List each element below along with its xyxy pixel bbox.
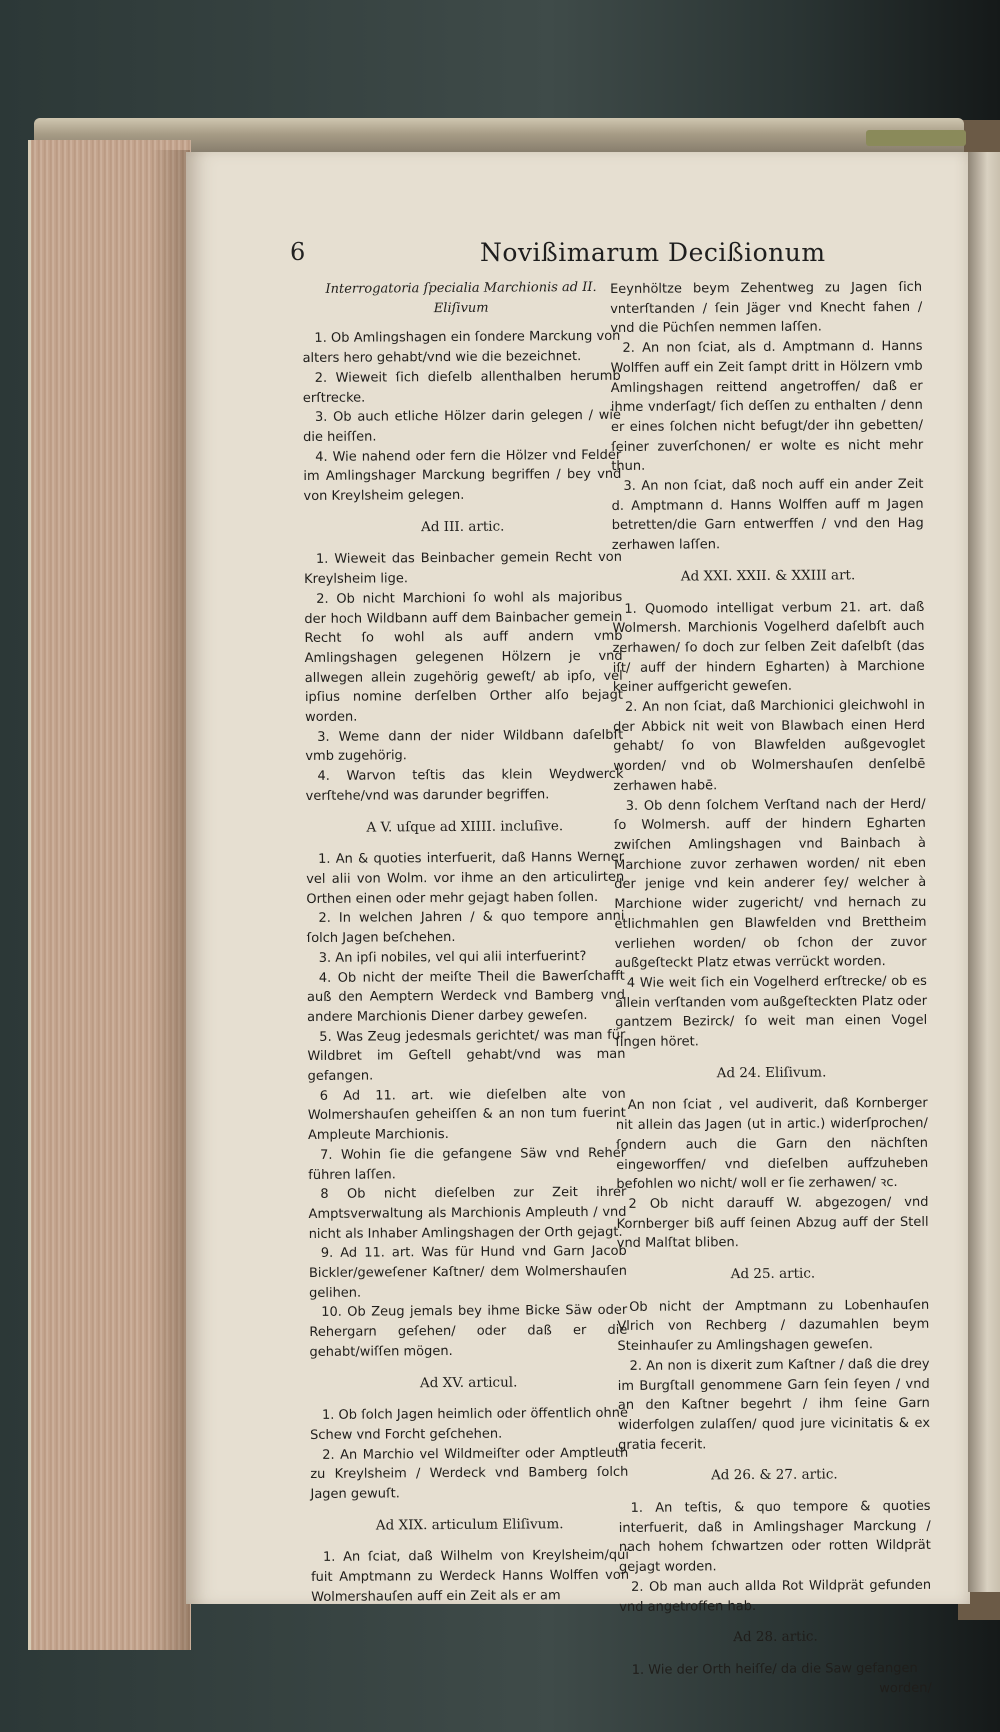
paragraph: 1. Ob Amlingshagen ein ſondere Marckung von alters hero gehabt/vnd wie die bezeichnet. <box>302 329 621 367</box>
paragraph: An non ſciat , vel audiverit, daß Kornberger nit allein das Jagen (ut in artic.) widerſprochen/ ſondern auch die Garn den nächſten eingeworffen/ vnd dieſelben auffzuheben befohlen wo nicht/ woll er ſie zerhawen/ ꝛc. <box>615 1096 929 1193</box>
right-column <box>610 278 932 1701</box>
paragraph: 3. Ob denn ſolchem Verſtand nach der Herd/ ſo Wolmersh. auff der hindern Egharten zwiſchen Amlingshagen vnd Bainbach à Marchione zuvor zerhawen worden/ nit eben der jenige vnd kein anderer ſey/ welcher à Marchione wider zugericht/ vnd hernach zu etlichmahlen gen Blawfelden vnd Brettheim verliehen worden/ ob ſchon der zuvor außgeſteckt Platz etwas verrückt worden. <box>613 796 927 972</box>
paragraph: 5. Was Zeug jedesmals gerichtet/ was man für Wildbret im Geſtell gehabt/vnd was man gefangen. <box>307 1027 626 1084</box>
paragraph: 2. In welchen Jahren / & quo tempore anni ſolch Jagen beſchehen. <box>306 909 625 947</box>
paragraph: 2 Ob nicht darauff W. abgezogen/ vnd Kornberger biß auff ſeinen Abzug auff der Stell vnd Malſtat bliben. <box>616 1194 929 1252</box>
section-heading: A V. uſque ad XIIII. incluſive. <box>366 817 564 836</box>
paragraph: 2. Ob man auch allda Rot Wildprät gefunden vnd angetroffen hab. <box>619 1577 932 1615</box>
section-heading: Ad 24. Eliſivum. <box>716 1064 827 1081</box>
paragraph: 9. Ad 11. art. Was für Hund vnd Garn Jacob Bickler/geweſener Kaſtner/ dem Wolmershauſen gelihen. <box>308 1244 627 1301</box>
section-heading: Ad XXI. XXII. & XXIII art. <box>680 567 856 585</box>
bookmark-ribbon <box>866 130 966 146</box>
paragraph: 1. An & quoties interfuerit, daß Hanns Werner vel alii von Wolm. vor ihme an den articulirten Orthen einen oder mehr gejagt haben ſollen. <box>306 850 625 907</box>
paragraph: 2. An non ſciat, daß Marchionici gleichwohl in der Abbick nit weit von Blawbach einen Herd gehabt/ ſo von Blawfelden außgevoglet worden/ vnd ob Wolmershauſen denſelbē zerhawen habē. <box>613 697 926 794</box>
left-column <box>302 278 629 1608</box>
section-heading: Ad 26. & 27. artic. <box>710 1466 838 1484</box>
paragraph: 8 Ob nicht dieſelben zur Zeit ihrer Amptsverwaltung als Marchionis Ampleuth / vnd nicht als Inhaber Amlingshagen der Orth gejagt. <box>308 1184 627 1242</box>
paragraph: 3. Ob auch etliche Hölzer darin gelegen / wie die heiſſen. <box>303 407 622 445</box>
paragraph: 1. An teſtis, & quo tempore & quoties interfuerit, daß in Amlingshager Marckung / nach hohem ſchwartzen oder rotten Wildprät gejagt worden. <box>618 1498 931 1576</box>
paragraph: 3. An non ſciat, daß noch auff ein ander Zeit d. Amptmann d. Hanns Wolffen auff m Jagen betretten/die Garn entwerffen / vnd den Hag zerhawen laſſen. <box>611 476 924 554</box>
paragraph: 1. An ſciat, daß Wilhelm von Kreylsheim/qui fuit Amptmann zu Werdeck Hanns Wolffen von Wolmershauſen auff ein Zeit als er am <box>311 1548 630 1605</box>
paragraph: 1. Ob ſolch Jagen heimlich oder öffentlich ohne Schew vnd Forcht geſchehen. <box>310 1406 628 1443</box>
section-heading: Ad XV. articul. <box>419 1374 518 1391</box>
page-header <box>290 238 940 272</box>
paragraph: 6 Ad 11. art. wie dieſelben alte von Wolmershauſen geheiſſen & an non tum fuerint Ampleute Marchionis. <box>307 1086 626 1144</box>
paragraph: 3. An ipſi nobiles, vel qui alii interfuerint? <box>318 948 587 966</box>
paragraph: 4. Warvon teſtis das klein Weydwerck verſtehe/vnd was darunder begriffen. <box>305 766 624 804</box>
paragraph: 10. Ob Zeug jemals bey ihme Bicke Säw oder Rehergarn geſehen/ oder daß er die gehabt/wiſſen mögen. <box>309 1303 628 1360</box>
paragraph: Eeynhöltze beym Zehentweg zu Jagen ſich vnterſtanden / ſein Jäger vnd Knecht fahen / vnd die Püchſen nemmen laſſen. <box>610 279 923 337</box>
paragraph: 4. Wie nahend oder fern die Hölzer vnd Felder im Amlingshager Marckung begriffen / bey vnd von Kreylsheim gelegen. <box>303 447 622 505</box>
paragraph: 7. Wohin ſie die gefangene Säw vnd Reher führen laſſen. <box>308 1145 627 1183</box>
fore-edge-shadow <box>150 150 190 1650</box>
section-heading: Ad 28. artic. <box>733 1628 818 1646</box>
section-heading: Ad XIX. articulum Eliſivum. <box>375 1515 564 1534</box>
paragraph: 1. Wieweit das Beinbacher gemein Recht von Kreylsheim lige. <box>304 550 622 588</box>
section-heading: Ad III. artic. <box>420 518 505 535</box>
paragraph: 4 Wie weit ſich ein Vogelherd erſtrecke/ ob es allein verſtanden vom außgeſteckten Platz oder gantzem Bezirck/ ſo weit man einen Vogel ſingen höret. <box>614 973 928 1050</box>
catchword: worden/ <box>879 1680 932 1696</box>
section-heading: Interrogatoria ſpecialia Marchionis ad II. Eliſivum <box>325 279 597 316</box>
paragraph: 3. Weme dann der nider Wildbann daſelbſt vmb zugehörig. <box>305 727 624 765</box>
section-heading: Ad 25. artic. <box>730 1265 816 1283</box>
paragraph: Ob nicht der Amptmann zu Lobenhauſen Vlrich von Rechberg / dazumahlen beym Steinhauſer zu Amlingshagen geweſen. <box>617 1297 930 1355</box>
paragraph: 2. Ob nicht Marchioni ſo wohl als majoribus der hoch Wildbann auff dem Bainbacher gemein Recht ſo wohl als auff andern vmb Amlingshagen gelegenen Hölzern je vnd allwegen allein zugehörig geweſt/ ab ipſo, vel ipſius nomine derſelben Orther alſo bejagt worden. <box>304 589 623 726</box>
paragraph: 1. Quomodo intelligat verbum 21. art. daß Wolmersh. Marchionis Vogelherd daſelbſt auch zerhawen/ ſo doch zur ſelben Zeit daſelbſt (das iſt/ auff der hindern Egharten) à Marchione keiner auffgericht geweſen. <box>612 599 925 696</box>
paragraph: 2. Wieweit ſich dieſelb allenthalben herumb erſtrecke. <box>302 368 621 406</box>
facing-page-edge <box>968 152 1000 1592</box>
paragraph: 1. Wie der Orth heiſſe/ da die Saw gefangen <box>631 1660 918 1678</box>
paragraph: 4. Ob nicht der meiſte Theil die Bawerſchafft auß den Aemptern Werdeck vnd Bamberg vnd andere Marchionis Diener darbey geweſen. <box>306 968 626 1025</box>
paragraph: 2. An non is dixerit zum Kaſtner / daß die drey im Burgſtall genommene Garn ſein ſeyen / vnd an den Kaſtner begehrt / ihm ſeine Garn widerfolgen zulaſſen/ quod jure vicinitatis & ex gratia fecerit. <box>617 1356 931 1453</box>
running-title: Novißimarum Decißionum <box>480 238 826 267</box>
paragraph: 2. An non ſciat, als d. Amptmann d. Hanns Wolffen auff ein Zeit ſampt dritt in Hölzern vmb Amlingshagen reittend angetroffen/ daß er ihme vnderſagt/ ſich deſſen zu enthalten / denn er eines ſolchen nicht befugt/der ihn gebetten/ ſeiner zuverſchonen/ er wolte es nicht mehr thun. <box>610 338 924 475</box>
paragraph: 2. An Marchio vel Wildmeiſter oder Amptleuth zu Kreylsheim / Werdeck vnd Bamberg ſolch Jagen gewuſt. <box>310 1445 629 1503</box>
page-number: 6 <box>290 238 306 266</box>
